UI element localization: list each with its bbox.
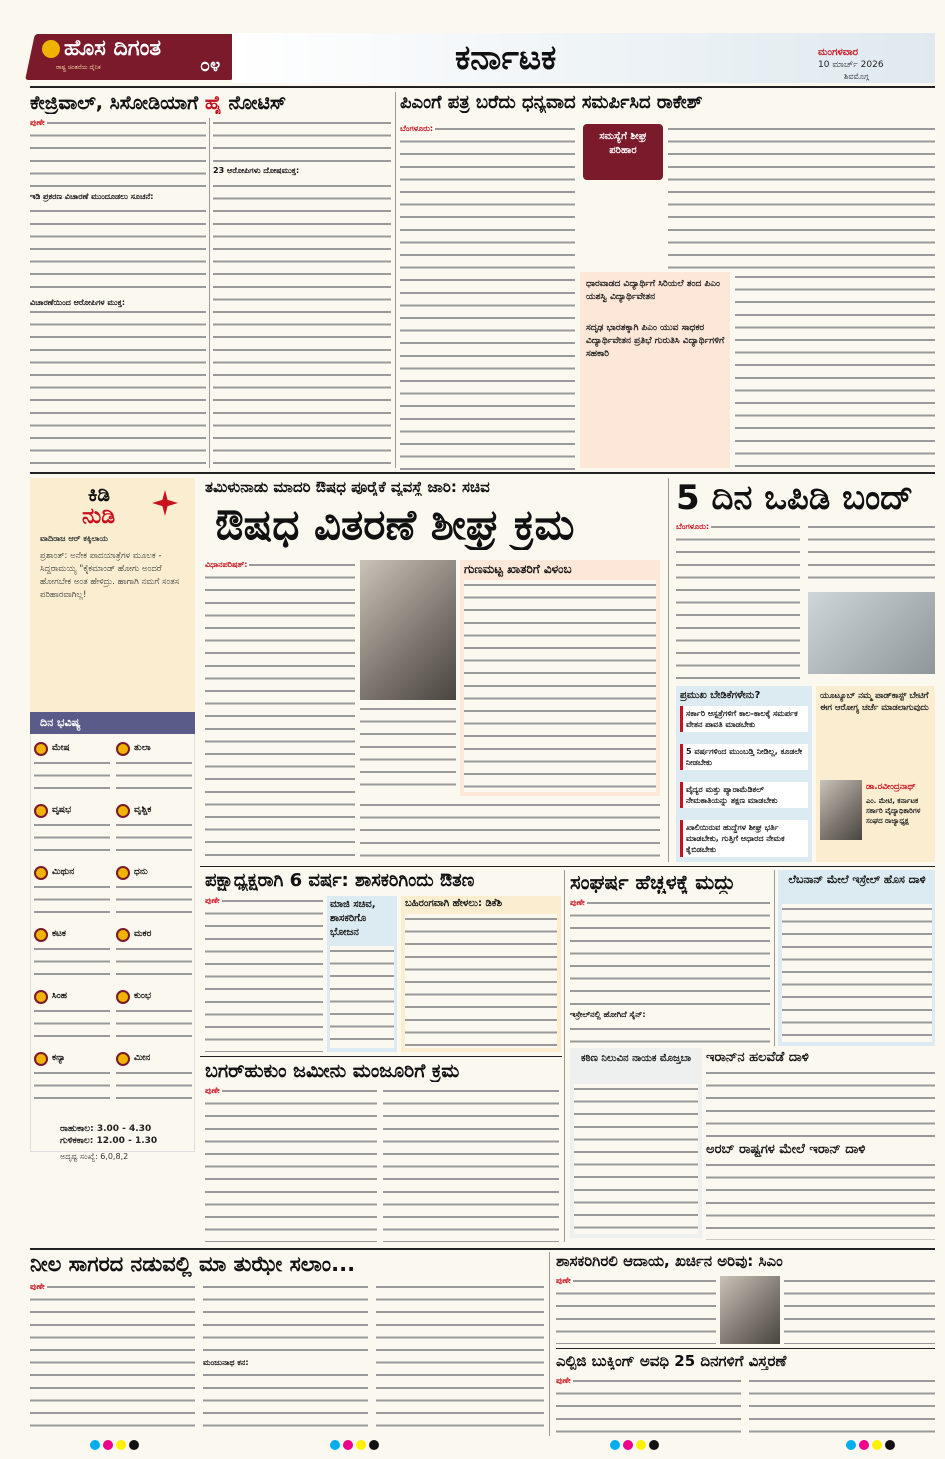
row1-rule	[30, 472, 935, 474]
a7-h2-text	[706, 1068, 935, 1138]
a3-side-title: ಗುಣಮಟ್ಟ ಖಾತರಿಗೆ ವಿಳಂಬ	[464, 562, 572, 576]
rahu-kala: ರಾಹುಕಾಲ: 3.00 - 4.30	[60, 1124, 152, 1134]
a7-divider	[774, 870, 775, 1046]
a3-headline: ಔಷಧ ವಿತರಣೆ ಶೀಘ್ರ ಕ್ರಮ	[215, 500, 575, 549]
rashi-icon	[116, 804, 130, 818]
cm-photo	[720, 1276, 780, 1344]
rashi-icon	[116, 928, 130, 942]
a4-ad-text: ಯೂಟ್ಯೂಬ್ ನಮ್ಮ ಪಾಡ್‌ಕಾಸ್ಟ್ ಬೇಟಿಗೆ ಈಗ ಆರೋಗ್ಯ ಚರ್ಚೆ ಮಾಡಲಾಗುವುದು	[820, 691, 929, 713]
section-title: ಕರ್ನಾಟಕ	[455, 38, 557, 78]
a4-demand-item: ಸರ್ಕಾರಿ ಆಸ್ಪತ್ರೆಗಳಿಗೆ ಕಾಲ-ಕಾಲಕ್ಕೆ ಸಮರ್ಪಕ ವೇತನ ಪಾವತಿ ಮಾಡಬೇಕು	[680, 706, 808, 732]
a4-headline: 5 ದಿನ ಒಪಿಡಿ ಬಂದ್	[676, 478, 914, 518]
rashi-name: ಕುಂಭ	[134, 991, 152, 1001]
a1-headline-text: ಕೇಜ್ರಿವಾಲ್, ಸಿಸೋಡಿಯಾಗೆ	[30, 92, 205, 114]
rashi-text	[116, 758, 192, 798]
a10-col2	[784, 1276, 935, 1344]
a1-divider	[395, 92, 396, 468]
rashi-text	[116, 1006, 192, 1046]
a4-demand-item: 5 ವರ್ಷಗಳಿಂದ ಮುಂಬಡ್ತಿ ನೀಡಿಲ್ಲ, ಕೂಡಲೇ ನೀಡಬೇಕು	[680, 744, 808, 770]
a6-box-text	[574, 1084, 698, 1234]
color-registration-marks-3	[610, 1440, 662, 1450]
row2-rule	[200, 866, 935, 867]
masthead-city: ಶಿವಮೊಗ್ಗ	[844, 72, 869, 81]
kidi-title: ಕಿಡಿ	[88, 482, 110, 506]
a6-dateline: ಪುಣೇ	[570, 898, 585, 907]
a3-col1	[205, 560, 355, 860]
masthead-date: 10 ಮಾರ್ಚ್ 2026	[818, 60, 884, 70]
rashi-icon	[116, 866, 130, 880]
rashi-name: ವೃಶ್ಚಿಕ	[134, 805, 152, 815]
a10-dateline: ಪುಣೇ	[556, 1276, 571, 1285]
a1-dateline: ಪುಣೇ	[30, 118, 45, 127]
rashi-icon	[34, 742, 48, 756]
rashi-name: ವೃಷಭ	[52, 805, 72, 815]
rashi-icon	[34, 866, 48, 880]
a5-box2-text	[405, 914, 557, 1048]
a2-badge-text: ಸಮಸ್ಯೆಗೆ ಶೀಘ್ರ ಪರಿಹಾರ	[599, 131, 647, 156]
section-banner	[232, 33, 935, 83]
a5-dateline: ಪುಣೇ	[205, 896, 220, 905]
a1-sub3: ವಿಚಾರಣೆಯಿಂದ ಆರೋಪಿಗಳ ಮುಕ್ತ:	[30, 298, 206, 308]
rashi-text	[34, 1006, 110, 1046]
masthead-rule	[30, 86, 935, 88]
rashi-icon	[34, 990, 48, 1004]
a9-headline: ನೀಲ ಸಾಗರದ ನಡುವಲ್ಲಿ ಮಾ ತುಝೇ ಸಲಾಂ...	[30, 1252, 356, 1276]
rashi-text	[116, 882, 192, 922]
rashi-icon	[116, 742, 130, 756]
a1-headline-end: ನೋಟಿಸ್	[221, 92, 287, 114]
rashi-name: ಧನು	[134, 867, 148, 877]
rashi-text	[34, 758, 110, 798]
a5-box2-title: ಬಹಿರಂಗವಾಗಿ ಹೇಳಲು: ಡಿಕೆಶಿ	[405, 898, 503, 909]
a5-headline: ಪಕ್ಷಾಧ್ಯಕ್ಷರಾಗಿ 6 ವರ್ಷ: ಶಾಸಕರಿಗಿಂದು ಔತಣ	[205, 870, 475, 891]
a3-col2	[360, 704, 456, 796]
a1-col-divider	[209, 118, 210, 468]
rashi-name: ಕನ್ಯಾ	[52, 1053, 66, 1063]
a9-dateline: ಪುಣೇ	[30, 1282, 45, 1291]
a10-headline: ಶಾಸಕರಿಗಿರಲಿ ಆದಾಯ, ಖರ್ಚಿನ ಅರಿವು: ಸಿಎಂ	[556, 1252, 783, 1270]
rashi-text	[34, 944, 110, 984]
a6-sub1: ಇಸ್ರೇಲ್‌ನಲ್ಲಿ ಹೋಗಿದೆ ಸೈನ್:	[570, 1010, 770, 1020]
a5-col1	[205, 896, 323, 1052]
rashi-name: ಕಟಕ	[52, 929, 66, 939]
a7-h3: ಅರಬ್ ರಾಷ್ಟ್ರಗಳ ಮೇಲೆ ಇರಾನ್ ದಾಳಿ	[706, 1142, 866, 1157]
a11-col1	[556, 1376, 741, 1434]
a7-text	[782, 904, 932, 1042]
a4-ad-role: ಎಂ. ಮೇಟಿ, ಕರ್ನಾಟಕ ಸರ್ಕಾರಿ ವೈದ್ಯಾಧಿಕಾರಿಗಳ ಸಂಘದ ರಾಜ್ಯಾಧ್ಯಕ್ಷ	[866, 797, 921, 825]
lucky-number: ಅದೃಷ್ಟ ಸಂಖ್ಯೆ: 6,0,8,2	[60, 1152, 129, 1161]
masthead-tagline: ರಾಷ್ಟ್ರ ಚಿಂತನೆಯ ದೈನಿಕ	[56, 64, 101, 71]
a5-box1-title: ಮಾಜಿ ಸಚಿವ, ಶಾಸಕರಿಗೊ ಭೋಜನ	[330, 899, 376, 938]
a4-demand-item: ವೈದ್ಯರ ಮತ್ತು ಪ್ಯಾರಾಮೆಡಿಕಲ್ ನೇಮಕಾತಿಯನ್ನು ತಕ್ಷಣ ಮಾಡಬೇಕು	[680, 782, 808, 808]
gulika-kala: ಗುಳಿಕಕಾಲ: 12.00 - 1.30	[60, 1136, 158, 1146]
rashi-name: ಸಿಂಹ	[52, 991, 68, 1001]
row3-rule	[30, 1248, 935, 1250]
a6-text	[570, 898, 770, 1044]
a11-col2	[749, 1376, 935, 1434]
a6-headline: ಸಂಘರ್ಷ ಹೆಚ್ಚಳಕ್ಕೆ ಮದ್ದು	[570, 870, 736, 894]
a2-bullet-2: ಸದೃಢ ಭಾರತಕ್ಕಾಗಿ ಪಿಎಂ ಯುವ ಸಾಧಕರ ವಿದ್ಯಾರ್ಥಿವೇತನ ಪ್ರತಿಭೆ ಗುರುತಿಸಿ ವಿದ್ಯಾರ್ಥಿಗಳಿಗೆ ಸಹಕಾರಿ	[586, 323, 725, 359]
rashi-name: ಮೇಷ	[52, 743, 70, 753]
a4-demands-title: ಪ್ರಮುಖ ಬೇಡಿಕೆಗಳೇನು?	[680, 690, 761, 701]
a2-bullet-1: ಧಾರವಾಡದ ವಿದ್ಯಾರ್ಥಿಗೆ ಸಿರಿಯಲೆ ತಂದ ಪಿಎಂ ಯಶಸ್ವಿ ವಿದ್ಯಾರ್ಥಿವೇತನ	[586, 279, 720, 302]
logo-emblem-icon	[42, 40, 60, 58]
a3-kicker: ತಮಿಳುನಾಡು ಮಾದರಿ ಔಷಧ ಪೂರೈಕೆ ವ್ಯವಸ್ಥೆ ಜಾರಿ: ಸಚಿವ	[205, 478, 490, 496]
rashi-name: ಮಿಥುನ	[52, 867, 75, 877]
nudi-title: ನುಡಿ	[82, 504, 116, 529]
rashi-name: ತುಲಾ	[134, 743, 151, 753]
a3-dateline: ವಿಧಾನಪರಿಷತ್:	[205, 560, 248, 569]
a3-divider	[668, 478, 669, 862]
a7-headline: ಲೆಬನಾನ್ ಮೇಲೆ ಇಸ್ರೇಲ್ ಹೊಸ ದಾಳಿ	[788, 873, 926, 886]
kidi-author: ವಾದಿರಾಜ ಆರ್ ಕಕ್ಕಿಲಾಯ	[40, 534, 108, 543]
a7-h3-text	[706, 1160, 935, 1240]
rashi-name: ಮಕರ	[134, 929, 152, 939]
color-registration-marks-2	[330, 1440, 382, 1450]
rashi-text	[34, 1068, 110, 1108]
a9-divider	[549, 1252, 550, 1436]
rashi-icon	[116, 990, 130, 1004]
rashi-text	[34, 820, 110, 860]
a6-divider	[564, 870, 565, 1242]
color-registration-marks-1	[90, 1440, 142, 1450]
a8-headline: ಬಗರ್‌ಹುಕುಂ ಜಮೀನು ಮಂಜೂರಿಗೆ ಕ್ರಮ	[205, 1060, 460, 1082]
a8-rule	[200, 1056, 562, 1057]
rashi-text	[116, 820, 192, 860]
a11-headline: ಎಲ್ಪಿಜಿ ಬುಕ್ಕಿಂಗ್ ಅವಧಿ 25 ದಿನಗಳಿಗೆ ವಿಸ್ತರಣೆ	[556, 1352, 787, 1370]
a3-col3	[360, 800, 660, 860]
a2-dateline: ಬೆಂಗಳೂರು:	[400, 124, 434, 133]
rashi-icon	[34, 804, 48, 818]
a4-ad-photo	[820, 780, 862, 840]
a11-rule	[556, 1348, 935, 1349]
a2-col2	[668, 124, 935, 269]
rashi-icon	[34, 1052, 48, 1066]
a2-col3	[735, 272, 935, 468]
a9-sub: ಮಂಜುನಾಥ ಕನ:	[203, 1358, 368, 1368]
a2-col1	[400, 124, 575, 470]
a2-headline: ಪಿಎಂಗೆ ಪತ್ರ ಬರೆದು ಧನ್ಯವಾದ ಸಮರ್ಪಿಸಿದ ರಾಕೇಶ್	[400, 92, 703, 113]
rashi-name: ಮೀನ	[134, 1053, 151, 1063]
a9-col3	[376, 1282, 544, 1434]
minister-photo	[360, 560, 456, 700]
a3-side-text	[464, 580, 656, 792]
page-number: ೦೪	[200, 55, 221, 76]
dina-bhavishya-title: ದಿನ ಭವಿಷ್ಯ	[40, 716, 81, 729]
a4-col1	[676, 522, 800, 682]
a8-dateline: ಪುಣೇ	[205, 1086, 220, 1095]
a4-photo	[808, 592, 935, 674]
a8-col2	[383, 1086, 559, 1242]
rashi-text	[116, 944, 192, 984]
color-registration-marks-4	[846, 1440, 898, 1450]
a1-sub1: ಇಡಿ ಪ್ರಕರಣ ವಿಚಾರಣೆ ಮುಂದೂಡಲು ಸೂಚನೆ:	[30, 192, 206, 202]
a1-sub2: 23 ಆರೋಪಿಗಳು ದೋಷಮುಕ್ತ:	[213, 166, 391, 176]
a1-col1	[30, 118, 206, 468]
a5-box1-text	[330, 946, 394, 1048]
a7-h2: ಇರಾನ್‌ನ ಹಲವೆಡೆ ದಾಳಿ	[706, 1050, 809, 1065]
a4-col2	[808, 522, 935, 588]
a1-headline-red: ಹೈ	[204, 92, 222, 114]
a6-box-title: ಕಠಿಣ ನಿಲುವಿನ ನಾಯಕ ಮೊಜ್ತಬಾ	[581, 1053, 691, 1064]
rashi-text	[116, 1068, 192, 1108]
a11-dateline: ಪುಣೇ	[556, 1376, 571, 1385]
rashi-text	[34, 882, 110, 922]
kidi-quote: ಪ್ರಶಾಂತ್: ಅನೇಕ ಪಾದಯಾತ್ರೆಗಳ ಮೂಲಕ - ಸಿದ್ದರಾಮಯ್ಯ "ಕೈಕಮಾಂಡ್ ಹೋಗು ಅಂದರೆ ಹೋಗಬೇಕ ಅಂತ ಹೇಳಿದ್ರು. ಹಾಗಾಗಿ ನಮಗೆ ಸಂತಸ ಪರಿಹಾರವಾಗಿಲ್ಲ!	[40, 551, 180, 600]
a4-ad-name: ಡಾ.ರವೀಂದ್ರನಾಥ್	[866, 782, 916, 792]
a4-dateline: ಬೆಂಗಳೂರು:	[676, 522, 710, 531]
a9-col1	[30, 1282, 195, 1434]
a10-col1	[556, 1276, 716, 1344]
a1-headline	[30, 92, 390, 114]
masthead-day: ಮಂಗಳವಾರ	[818, 47, 859, 58]
a8-col1	[205, 1086, 377, 1242]
rashi-icon	[116, 1052, 130, 1066]
rashi-icon	[34, 928, 48, 942]
masthead-logo-text: ಹೊಸ ದಿಗಂತ	[64, 36, 162, 61]
a4-demand-item: ಖಾಲಿಯಿರುವ ಹುದ್ದೆಗಳ ಶೀಘ್ರ ಭರ್ತಿ ಮಾಡಬೇಕು, ಗುತ್ತಿಗೆ ಆಧಾರದ ನೇಮಕ ಕೈಬಿಡಬೇಕು	[680, 820, 808, 857]
